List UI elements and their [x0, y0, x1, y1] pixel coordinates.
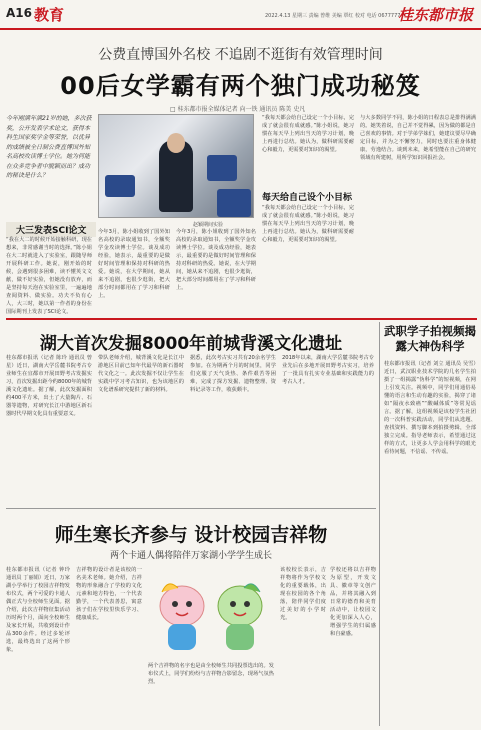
chair — [105, 175, 135, 197]
mascot-right — [218, 584, 262, 650]
story1-byline: □ 桂东都市报全媒体记者 向一铁 通讯员 陈美 史凡 — [170, 106, 306, 113]
section-title: 教育 — [34, 6, 65, 24]
column-divider — [379, 322, 380, 726]
section-divider — [6, 318, 477, 320]
story3-column: 吉祥物的设计者是该校的一名美术老师。她介绍，吉祥物的形象融合了学校的文化元素和地方特色，一个代表勤学，一个代表善思，寓意孩子们在学校里快乐学习、健康成长。 — [76, 567, 142, 621]
story3-column: 该校校长表示，吉祥物将作为学校文化的重要载体，出现在校园的各个角落，陪伴同学们度过美好的小学时光。 — [280, 567, 326, 621]
story1-column: “我每天都会给自己设定一个小目标，完成了就会很有成就感。”陈小姐说，她习惯在每天早上列出当天的学习计划，晚上再进行总结。她认为，做科研需要耐心和毅力，更需要对知识的渴望。 — [262, 115, 354, 153]
story1-subhead-sci: 大三发表SCI论文 — [6, 222, 96, 237]
story2-column: 2018年以来，湖南大学岳麓书院考古专业先后在多地开展田野考古实习，培养了一批具有扎实专业基础和实践能力的考古人才。 — [282, 355, 374, 385]
mascot-left — [160, 584, 204, 650]
story1-column: “我在大二的时候开始接触科研，现在想来，非常感谢当时的选择。”陈小姐在大二时就进入了实验室，跟随导师开展科研工作。她说，刚开始的时候，会遇到很多困难，读不懂英文文献，做不好实验，但她没有放弃，而是坚持每天泡在实验室里，一遍遍地查阅资料、做实验。功夫不负有心人，大三时，她以第一作者的身份在国际期刊上发表了SCI论文。 — [6, 237, 92, 314]
story2-column: 带队老师介绍，城背溪文化是长江中游地区目前已知年代最早的新石器时代文化之一。此次发掘不仅让学生在实践中学习考古知识，也为该地区的文化谱系研究提供了新的材料。 — [98, 355, 184, 393]
story1-column: “我每天都会给自己设定一个小目标，完成了就会很有成就感。”陈小姐说，她习惯在每天早上列出当天的学习计划，晚上再进行总结。她认为，做科研需要耐心和毅力，更需要对知识的渴望。 — [262, 205, 354, 243]
section-divider — [6, 508, 376, 509]
story3-column: 桂东都市报讯（记者 钟玲 通讯员 丁丽娟）近日，万家湖小学举行了校园吉祥物发布仪式，两个可爱的卡通人偶正式与全校师生见面。据介绍，此次吉祥物征集活动历时两个月，面向全校师生及家长开展，共收到设计作品300余件。经过多轮评选，最终选出了这两个形象。 — [6, 567, 70, 653]
masthead-logo: 桂东都市报 — [397, 6, 473, 24]
story1-column: 今年3月，陈小姐收到了国外知名高校的录取通知书，全额奖学金攻读博士学位。谈及成功经验，她表示，最重要的是做好时间管理和保持对科研的热爱。她说，在大学期间，她从来不追剧，也很少逛街，把大部分时间都用在了学习和科研上。 — [176, 229, 256, 291]
story3-column: 两个吉祥物的名字也是由全校师生共同投票选出的。发布仪式上，同学们纷纷与吉祥物合影留念，现场气氛热烈。 — [148, 663, 274, 685]
story1-photo — [98, 114, 254, 218]
side-column: 桂东都市报讯（记者 刘立 通讯员 吴雪）近日，武汉职业技术学院的几名学生拍摄了一组揭露“伪科学”的短视频，在网上引发关注。视频中，同学们用通俗易懂的语言和生动有趣的实验，揭穿了诸如“隔夜水致癌”“酸碱体质”等常见谣言。据了解，这组视频是该校学生社团的一次科普实践活动，同学们从选题、查找资料、撰写脚本到拍摄剪辑，全部独立完成。指导老师表示，希望通过这样的方式，让更多人学会用科学的眼光看待问题，不信谣、不传谣。 — [384, 361, 476, 455]
header-info: 2022.4.13 星期三 责编 曾维 美编 覃红 校对 电话 0677777 — [265, 13, 401, 19]
story3-headline: 师生寒长齐参与 设计校园吉祥物 — [54, 524, 328, 546]
story1-column: 今年3月，陈小姐收到了国外知名高校的录取通知书，全额奖学金攻读博士学位。谈及成功经验，她表示，最重要的是做好时间管理和保持对科研的热爱。她说，在大学期间，她从来不追剧，也很少逛街，把大部分时间都用在了学习和科研上。 — [98, 229, 170, 299]
story1-headline: 00后女学霸有两个独门成功秘笈 — [60, 72, 421, 100]
mascot-illustration — [148, 576, 274, 658]
story1-subhead-goal: 每天给自己设个小目标 — [262, 193, 353, 203]
side-headline: 武职学子拍视频揭露大神伪科学 — [384, 324, 476, 353]
chair — [217, 189, 251, 217]
photo-caption: 赵颖期间实验 — [193, 222, 224, 228]
story2-column: 据悉，此次考古实习共有20余名学生参加。在为期两个月的时间里，同学们克服了天气炎热、条件艰苦等困难，完成了探方发掘、遗物整理、资料记录等工作，收获颇丰。 — [190, 355, 276, 393]
story1-kicker: 公费直博国外名校 不追剧不逛街有效管理时间 — [98, 47, 383, 63]
story3-subhead: 两个卡通人偶将陪伴万家湖小学学生成长 — [109, 551, 272, 561]
story2-headline: 湖大首次发掘8000年前城背溪文化遗址 — [39, 334, 343, 354]
story1-lead: 今年刚满年满21岁的她，多次获奖，公开发表学术论文，获得本科生国家奖学金等荣誉，以优异的成绩被全日制公费直博国外知名高校攻读博士学位。她为何能在众多竞争者中脱颖而出？成功的秘诀是什么？ — [6, 115, 92, 179]
page-number: A16 — [6, 6, 32, 20]
story1-column: 与大多数同学不同，陈小姐的日程表总是排得满满的。她笑着说，自己并不觉得累，因为做的都是自己喜欢的事情。对于学弟学妹们，她建议要尽早确定目标，并为之不懈努力，同时也要注重身体健康，劳逸结合。谈到未来，她希望能在自己的研究领域有所建树，用所学知识回报社会。 — [360, 115, 476, 161]
page-header — [0, 0, 481, 30]
story2-column: 桂东都市报讯（记者 陈玲 通讯员 曾星）近日，湖南大学岳麓书院考古专业师生在宜都市开展田野考古发掘实习，首次发掘出距今约8000年的城背溪文化遗址。据了解，此次发掘面积约400平方米，出土了大量陶片、石器等遗物，对研究长江中游地区新石器时代早期文化具有重要意义。 — [6, 355, 92, 417]
chair — [207, 155, 237, 181]
student-face — [167, 133, 185, 153]
story3-column: 学校还将以吉祥物为原型，开发文具、徽章等文创产品，并将其融入到日常的德育和美育活动中，让校园文化更加深入人心，增强学生的归属感和自豪感。 — [330, 567, 376, 637]
